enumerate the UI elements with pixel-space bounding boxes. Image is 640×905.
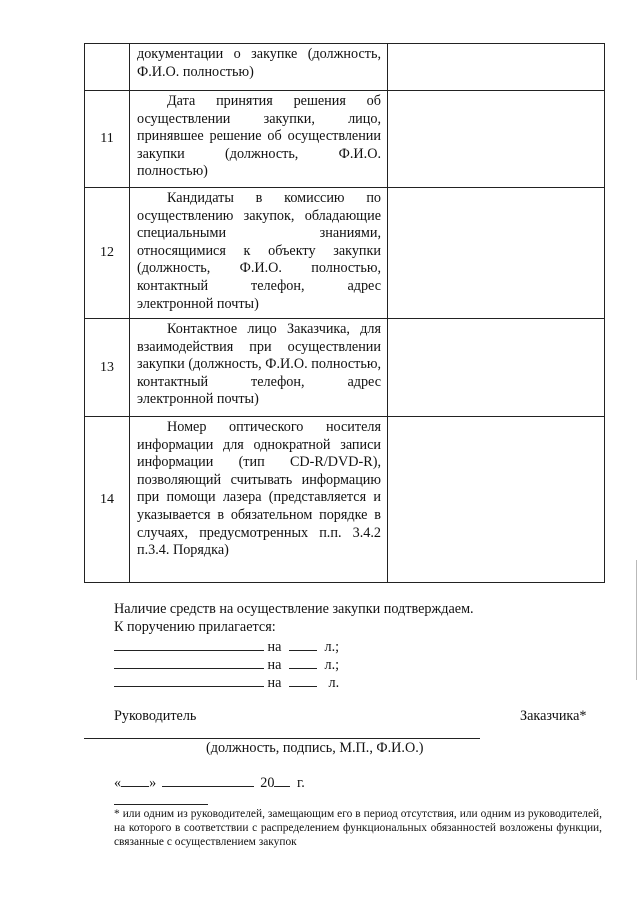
row-number: 14 [85,417,130,583]
row-description [130,188,388,319]
signature-line[interactable] [84,738,480,739]
attachment-name-field[interactable] [114,674,264,687]
row-description-text: Дата принятия решения об осуществлении закупки, лицо, принявшее решение об осуществлении закупки (должность, Ф.И.О. полностью) [137,93,381,180]
attachment-on-label: на [267,657,282,673]
footnote-separator [114,804,208,805]
row-description-text: Номер оптического носителя информации для однократной записи информации (тип CD-R/DVD-R), позволяющий считывать информацию при помощи лазера (представляется и указывается в обязательном порядке в случаях, предусмотренных п.п. 3.4.2 п.3.4. Порядка) [137,419,381,559]
procurement-form-table [84,43,605,583]
date-close-quote: » [149,775,157,791]
attachment-unit-label: л. [328,675,340,691]
row-number: 13 [85,319,130,417]
attachment-line [114,656,339,675]
footnote: * или одним из руководителей, замещающим его в период отсутствия, или одним из руководителей, на которого в соответствии с распределением функциональных обязанностей возложены функции, связанные с осуществлением закупок [114,808,602,849]
month-field[interactable] [162,774,254,787]
row-value-cell[interactable] [388,44,605,91]
attachment-sheets-field[interactable] [289,656,317,669]
table-row [85,44,605,91]
date-open-quote: « [114,775,122,791]
table-row [85,188,605,319]
table-row [85,417,605,583]
scan-edge-mark [636,560,637,680]
row-value-cell[interactable] [388,91,605,188]
year-field[interactable] [274,774,290,787]
attachment-name-field[interactable] [114,656,264,669]
funds-confirmation: Наличие средств на осуществление закупки подтверждаем. [114,601,474,617]
row-description [130,91,388,188]
attachment-unit-label: л.; [324,639,340,655]
row-description-text: Кандидаты в комиссию по осуществлению закупок, обладающие специальными знаниями, относящимися к объекту закупки (должность, Ф.И.О. полностью, контактный телефон, адрес электронной почты) [137,190,381,312]
attachment-line [114,674,339,693]
row-number: 12 [85,188,130,319]
row-description-text: документации о закупке (должность, Ф.И.О. полностью) [137,46,381,80]
table-row [85,319,605,417]
year-suffix: г. [297,775,305,791]
table-row [85,91,605,188]
row-value-cell[interactable] [388,188,605,319]
date-line [114,774,305,793]
row-value-cell[interactable] [388,319,605,417]
attachment-sheets-field[interactable] [289,638,317,651]
row-number [85,44,130,91]
row-description-text: Контактное лицо Заказчика, для взаимодействия при осуществлении закупки (должность, Ф.И.О. полностью, контактный телефон, адрес электронной почты) [137,321,381,408]
row-value-cell[interactable] [388,417,605,583]
year-prefix: 20 [260,775,275,791]
head-label: Руководитель [114,708,197,724]
signature-caption: (должность, подпись, М.П., Ф.И.О.) [206,740,424,756]
row-description [130,319,388,417]
customer-label: Заказчика* [520,708,587,724]
attachment-sheets-field[interactable] [289,674,317,687]
row-description [130,417,388,583]
row-description [130,44,388,91]
attachment-unit-label: л.; [324,657,340,673]
attachment-name-field[interactable] [114,638,264,651]
attachment-line [114,638,339,657]
attachments-heading: К поручению прилагается: [114,619,276,635]
attachment-on-label: на [267,675,282,691]
day-field[interactable] [121,774,149,787]
attachment-on-label: на [267,639,282,655]
row-number: 11 [85,91,130,188]
